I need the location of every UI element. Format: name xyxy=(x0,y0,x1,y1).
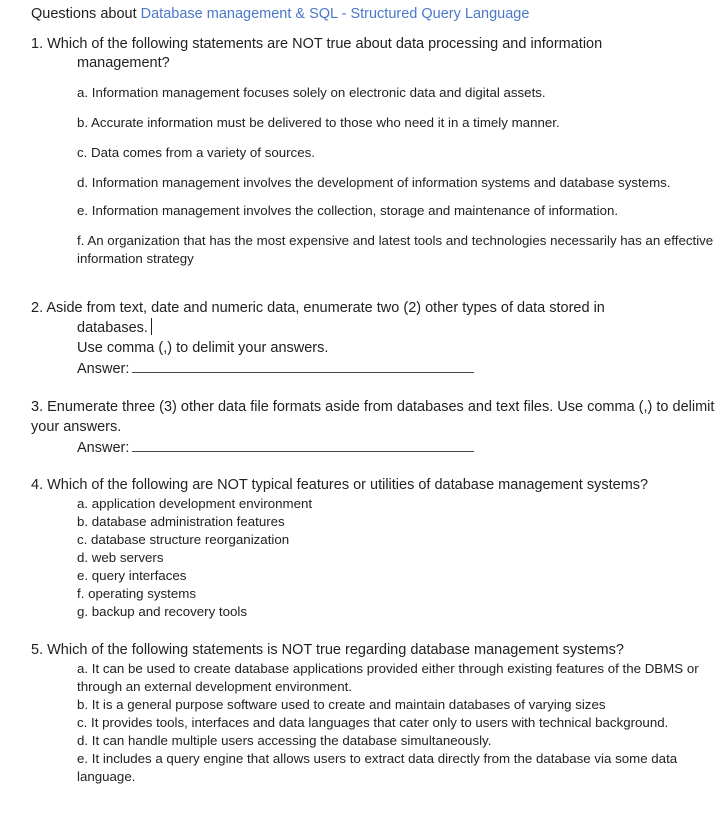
question-4 xyxy=(31,476,719,621)
option-4g[interactable]: g. backup and recovery tools xyxy=(77,604,248,619)
topic-link[interactable]: Database management & SQL - Structured Query Language xyxy=(140,6,530,22)
option-4e[interactable]: e. query interfaces xyxy=(77,568,187,583)
page-header xyxy=(31,5,529,23)
question-3 xyxy=(31,397,719,457)
question-2-instruction: Use comma (,) to delimit your answers. xyxy=(77,340,329,356)
option-4c[interactable]: c. database structure reorganization xyxy=(77,532,290,547)
question-1 xyxy=(31,35,719,268)
option-5d[interactable]: d. It can handle multiple users accessing the database simultaneously. xyxy=(77,733,492,748)
option-5e[interactable]: e. It includes a query engine that allows users to extract data directly from the database via some data language. xyxy=(77,751,678,784)
option-4f[interactable]: f. operating systems xyxy=(77,586,196,601)
question-3-text: 3. Enumerate three (3) other data file formats aside from databases and text files. Use comma (,) to delimit your answers. xyxy=(31,399,715,435)
question-1-line1: 1. Which of the following statements are NOT true about data processing and information xyxy=(31,36,603,52)
answer-label: Answer: xyxy=(77,440,130,456)
question-3-answer-row xyxy=(31,437,719,457)
question-2-line1: 2. Aside from text, date and numeric data, enumerate two (2) other types of data stored in xyxy=(31,300,605,316)
question-2-answer-row xyxy=(31,358,719,379)
question-5 xyxy=(31,641,719,786)
question-2-line2-text: databases. xyxy=(77,320,148,336)
option-1f[interactable]: f. An organization that has the most expensive and latest tools and technologies necessarily has an effective information strategy xyxy=(77,233,714,266)
question-5-text: 5. Which of the following statements is NOT true regarding database management systems? xyxy=(31,642,624,658)
question-2 xyxy=(31,299,719,379)
option-1a[interactable]: a. Information management focuses solely on electronic data and digital assets. xyxy=(77,85,546,100)
option-5c[interactable]: c. It provides tools, interfaces and data languages that cater only to users with technical background. xyxy=(77,715,669,730)
question-4-text: 4. Which of the following are NOT typical features or utilities of database management systems? xyxy=(31,477,649,493)
option-4b[interactable]: b. database administration features xyxy=(77,514,285,529)
option-1d[interactable]: d. Information management involves the development of information systems and database systems. xyxy=(77,175,671,190)
option-5a[interactable]: a. It can be used to create database applications provided either through existing features of the DBMS or through an external development environment. xyxy=(77,661,699,694)
option-4d[interactable]: d. web servers xyxy=(77,550,164,565)
header-prefix: Questions about xyxy=(31,6,137,22)
option-4a[interactable]: a. application development environment xyxy=(77,496,313,511)
question-1-text xyxy=(31,35,719,73)
question-2-answer-field[interactable] xyxy=(132,358,474,373)
option-1e[interactable]: e. Information management involves the collection, storage and maintenance of information. xyxy=(77,203,619,218)
option-5b[interactable]: b. It is a general purpose software used to create and maintain databases of varying sizes xyxy=(77,697,606,712)
option-1c[interactable]: c. Data comes from a variety of sources. xyxy=(77,145,315,160)
question-1-line2: management? xyxy=(77,55,170,71)
answer-label: Answer: xyxy=(77,361,130,377)
question-3-answer-field[interactable] xyxy=(132,437,474,452)
text-cursor xyxy=(151,318,152,335)
question-2-line2 xyxy=(31,318,719,338)
option-1b[interactable]: b. Accurate information must be delivered to those who need it in a timely manner. xyxy=(77,115,560,130)
